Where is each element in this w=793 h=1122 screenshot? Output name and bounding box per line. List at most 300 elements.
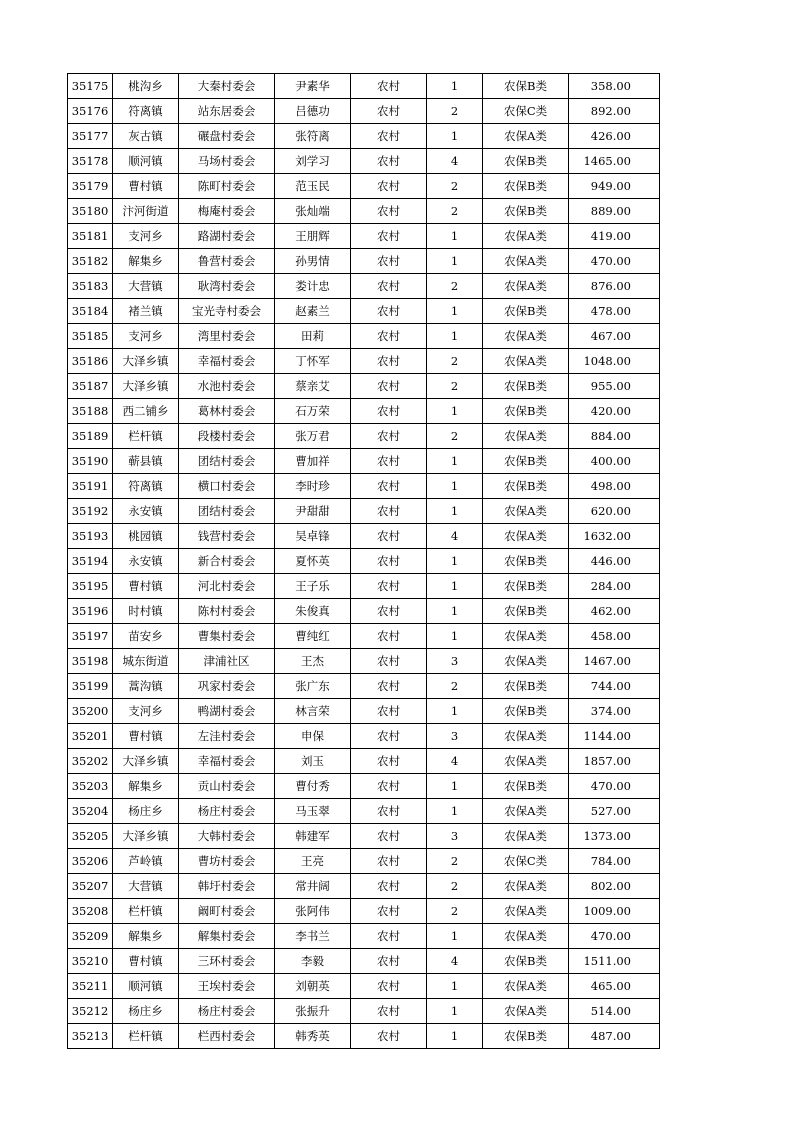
table-row [68,649,660,674]
township-cell: 大泽乡镇 [113,749,179,774]
table-row [68,849,660,874]
insurance-class-cell: 农保A类 [483,924,569,949]
name-cell: 李毅 [275,949,351,974]
household-type-cell: 农村 [351,199,427,224]
village-committee-cell: 陈町村委会 [179,174,275,199]
township-cell: 符离镇 [113,99,179,124]
amount-cell: 1373.00 [569,824,660,849]
household-size-cell: 1 [427,999,483,1024]
insurance-class-cell: 农保B类 [483,374,569,399]
township-cell: 蕲县镇 [113,449,179,474]
table-row [68,949,660,974]
table-row [68,349,660,374]
serial-number-cell: 35181 [68,224,113,249]
village-committee-cell: 阚町村委会 [179,899,275,924]
insurance-class-cell: 农保B类 [483,674,569,699]
serial-number-cell: 35213 [68,1024,113,1049]
insurance-class-cell: 农保B类 [483,74,569,99]
serial-number-cell: 35180 [68,199,113,224]
township-cell: 解集乡 [113,249,179,274]
table-row [68,149,660,174]
table-row [68,499,660,524]
table-row [68,74,660,99]
serial-number-cell: 35182 [68,249,113,274]
township-cell: 支河乡 [113,324,179,349]
insurance-class-cell: 农保A类 [483,824,569,849]
amount-cell: 284.00 [569,574,660,599]
village-committee-cell: 栏西村委会 [179,1024,275,1049]
table-row [68,449,660,474]
village-committee-cell: 贡山村委会 [179,774,275,799]
township-cell: 桃园镇 [113,524,179,549]
amount-cell: 889.00 [569,199,660,224]
township-cell: 大泽乡镇 [113,374,179,399]
village-committee-cell: 团结村委会 [179,499,275,524]
serial-number-cell: 35190 [68,449,113,474]
amount-cell: 1465.00 [569,149,660,174]
name-cell: 王杰 [275,649,351,674]
table-row [68,399,660,424]
household-type-cell: 农村 [351,499,427,524]
household-size-cell: 2 [427,849,483,874]
amount-cell: 374.00 [569,699,660,724]
household-type-cell: 农村 [351,999,427,1024]
benefit-roster-table [67,73,660,1049]
name-cell: 韩秀英 [275,1024,351,1049]
insurance-class-cell: 农保B类 [483,199,569,224]
household-size-cell: 1 [427,474,483,499]
table-row [68,274,660,299]
village-committee-cell: 陈村村委会 [179,599,275,624]
insurance-class-cell: 农保A类 [483,524,569,549]
household-size-cell: 1 [427,399,483,424]
insurance-class-cell: 农保B类 [483,399,569,424]
township-cell: 栏杆镇 [113,899,179,924]
household-size-cell: 3 [427,824,483,849]
name-cell: 张灿端 [275,199,351,224]
name-cell: 朱俊真 [275,599,351,624]
household-size-cell: 3 [427,649,483,674]
name-cell: 王亮 [275,849,351,874]
serial-number-cell: 35208 [68,899,113,924]
insurance-class-cell: 农保B类 [483,174,569,199]
amount-cell: 465.00 [569,974,660,999]
township-cell: 西二铺乡 [113,399,179,424]
village-committee-cell: 葛林村委会 [179,399,275,424]
insurance-class-cell: 农保B类 [483,449,569,474]
table-row [68,999,660,1024]
insurance-class-cell: 农保B类 [483,599,569,624]
name-cell: 刘玉 [275,749,351,774]
name-cell: 孙男情 [275,249,351,274]
village-committee-cell: 王埃村委会 [179,974,275,999]
township-cell: 蒿沟镇 [113,674,179,699]
name-cell: 韩建军 [275,824,351,849]
insurance-class-cell: 农保B类 [483,699,569,724]
insurance-class-cell: 农保A类 [483,124,569,149]
household-type-cell: 农村 [351,924,427,949]
serial-number-cell: 35212 [68,999,113,1024]
household-size-cell: 1 [427,574,483,599]
household-size-cell: 3 [427,724,483,749]
household-size-cell: 1 [427,249,483,274]
township-cell: 支河乡 [113,699,179,724]
household-type-cell: 农村 [351,549,427,574]
household-type-cell: 农村 [351,149,427,174]
household-type-cell: 农村 [351,949,427,974]
insurance-class-cell: 农保C类 [483,849,569,874]
serial-number-cell: 35210 [68,949,113,974]
serial-number-cell: 35191 [68,474,113,499]
amount-cell: 470.00 [569,774,660,799]
insurance-class-cell: 农保A类 [483,724,569,749]
name-cell: 张万君 [275,424,351,449]
amount-cell: 1857.00 [569,749,660,774]
serial-number-cell: 35205 [68,824,113,849]
village-committee-cell: 津浦社区 [179,649,275,674]
name-cell: 王朋辉 [275,224,351,249]
serial-number-cell: 35177 [68,124,113,149]
household-size-cell: 4 [427,949,483,974]
village-committee-cell: 湾里村委会 [179,324,275,349]
insurance-class-cell: 农保A类 [483,749,569,774]
table-row [68,824,660,849]
household-type-cell: 农村 [351,124,427,149]
insurance-class-cell: 农保B类 [483,574,569,599]
insurance-class-cell: 农保A类 [483,249,569,274]
table-row [68,99,660,124]
name-cell: 赵素兰 [275,299,351,324]
township-cell: 芦岭镇 [113,849,179,874]
amount-cell: 1048.00 [569,349,660,374]
amount-cell: 744.00 [569,674,660,699]
insurance-class-cell: 农保C类 [483,99,569,124]
household-type-cell: 农村 [351,749,427,774]
name-cell: 马玉翠 [275,799,351,824]
village-committee-cell: 新合村委会 [179,549,275,574]
serial-number-cell: 35194 [68,549,113,574]
household-type-cell: 农村 [351,599,427,624]
amount-cell: 1009.00 [569,899,660,924]
name-cell: 李书兰 [275,924,351,949]
village-committee-cell: 团结村委会 [179,449,275,474]
table-row [68,199,660,224]
household-size-cell: 1 [427,449,483,474]
serial-number-cell: 35204 [68,799,113,824]
serial-number-cell: 35187 [68,374,113,399]
table-row [68,249,660,274]
serial-number-cell: 35175 [68,74,113,99]
township-cell: 大泽乡镇 [113,349,179,374]
amount-cell: 1632.00 [569,524,660,549]
household-size-cell: 4 [427,149,483,174]
insurance-class-cell: 农保B类 [483,149,569,174]
serial-number-cell: 35186 [68,349,113,374]
village-committee-cell: 杨庄村委会 [179,999,275,1024]
insurance-class-cell: 农保A类 [483,324,569,349]
household-size-cell: 1 [427,499,483,524]
village-committee-cell: 鲁营村委会 [179,249,275,274]
amount-cell: 470.00 [569,924,660,949]
amount-cell: 884.00 [569,424,660,449]
table-row [68,174,660,199]
household-type-cell: 农村 [351,324,427,349]
household-size-cell: 2 [427,349,483,374]
township-cell: 桃沟乡 [113,74,179,99]
township-cell: 栏杆镇 [113,1024,179,1049]
table-row [68,124,660,149]
table-row [68,699,660,724]
table-row [68,874,660,899]
township-cell: 永安镇 [113,549,179,574]
household-type-cell: 农村 [351,74,427,99]
serial-number-cell: 35178 [68,149,113,174]
village-committee-cell: 曹坊村委会 [179,849,275,874]
township-cell: 褚兰镇 [113,299,179,324]
serial-number-cell: 35189 [68,424,113,449]
township-cell: 符离镇 [113,474,179,499]
serial-number-cell: 35192 [68,499,113,524]
township-cell: 顺河镇 [113,149,179,174]
amount-cell: 478.00 [569,299,660,324]
household-size-cell: 4 [427,524,483,549]
village-committee-cell: 韩圩村委会 [179,874,275,899]
household-size-cell: 2 [427,874,483,899]
name-cell: 尹甜甜 [275,499,351,524]
village-committee-cell: 三环村委会 [179,949,275,974]
insurance-class-cell: 农保A类 [483,799,569,824]
household-size-cell: 1 [427,924,483,949]
name-cell: 曹付秀 [275,774,351,799]
serial-number-cell: 35188 [68,399,113,424]
insurance-class-cell: 农保A类 [483,974,569,999]
amount-cell: 955.00 [569,374,660,399]
amount-cell: 400.00 [569,449,660,474]
village-committee-cell: 巩家村委会 [179,674,275,699]
table-row [68,974,660,999]
household-type-cell: 农村 [351,474,427,499]
village-committee-cell: 杨庄村委会 [179,799,275,824]
amount-cell: 514.00 [569,999,660,1024]
table-row [68,474,660,499]
name-cell: 张阿伟 [275,899,351,924]
insurance-class-cell: 农保B类 [483,299,569,324]
insurance-class-cell: 农保A类 [483,874,569,899]
serial-number-cell: 35196 [68,599,113,624]
table-row [68,899,660,924]
household-size-cell: 1 [427,74,483,99]
household-type-cell: 农村 [351,1024,427,1049]
village-committee-cell: 解集村委会 [179,924,275,949]
name-cell: 张广东 [275,674,351,699]
household-type-cell: 农村 [351,799,427,824]
amount-cell: 527.00 [569,799,660,824]
household-size-cell: 1 [427,224,483,249]
village-committee-cell: 幸福村委会 [179,349,275,374]
household-type-cell: 农村 [351,974,427,999]
serial-number-cell: 35206 [68,849,113,874]
insurance-class-cell: 农保A类 [483,349,569,374]
table-row [68,424,660,449]
household-type-cell: 农村 [351,374,427,399]
amount-cell: 470.00 [569,249,660,274]
name-cell: 范玉民 [275,174,351,199]
amount-cell: 462.00 [569,599,660,624]
household-type-cell: 农村 [351,674,427,699]
village-committee-cell: 河北村委会 [179,574,275,599]
amount-cell: 1467.00 [569,649,660,674]
amount-cell: 498.00 [569,474,660,499]
village-committee-cell: 站东居委会 [179,99,275,124]
insurance-class-cell: 农保A类 [483,899,569,924]
amount-cell: 420.00 [569,399,660,424]
township-cell: 杨庄乡 [113,799,179,824]
village-committee-cell: 大秦村委会 [179,74,275,99]
table-row [68,549,660,574]
household-size-cell: 1 [427,799,483,824]
household-type-cell: 农村 [351,699,427,724]
table-body [68,74,660,1049]
table-row [68,624,660,649]
household-size-cell: 1 [427,699,483,724]
household-type-cell: 农村 [351,174,427,199]
serial-number-cell: 35207 [68,874,113,899]
household-size-cell: 1 [427,124,483,149]
name-cell: 尹素华 [275,74,351,99]
village-committee-cell: 梅庵村委会 [179,199,275,224]
name-cell: 王子乐 [275,574,351,599]
township-cell: 解集乡 [113,774,179,799]
name-cell: 林言荣 [275,699,351,724]
household-type-cell: 农村 [351,849,427,874]
table-row [68,799,660,824]
township-cell: 灰古镇 [113,124,179,149]
amount-cell: 1144.00 [569,724,660,749]
serial-number-cell: 35176 [68,99,113,124]
village-committee-cell: 水池村委会 [179,374,275,399]
household-type-cell: 农村 [351,224,427,249]
township-cell: 永安镇 [113,499,179,524]
serial-number-cell: 35199 [68,674,113,699]
name-cell: 丁怀军 [275,349,351,374]
household-size-cell: 1 [427,549,483,574]
village-committee-cell: 横口村委会 [179,474,275,499]
name-cell: 吕德功 [275,99,351,124]
name-cell: 张符离 [275,124,351,149]
name-cell: 田莉 [275,324,351,349]
household-size-cell: 2 [427,899,483,924]
serial-number-cell: 35200 [68,699,113,724]
insurance-class-cell: 农保A类 [483,999,569,1024]
amount-cell: 876.00 [569,274,660,299]
name-cell: 申保 [275,724,351,749]
household-type-cell: 农村 [351,424,427,449]
serial-number-cell: 35184 [68,299,113,324]
name-cell: 曹加祥 [275,449,351,474]
township-cell: 时村镇 [113,599,179,624]
township-cell: 曹村镇 [113,574,179,599]
village-committee-cell: 鸭湖村委会 [179,699,275,724]
table-row [68,374,660,399]
amount-cell: 467.00 [569,324,660,349]
name-cell: 蔡亲艾 [275,374,351,399]
household-type-cell: 农村 [351,874,427,899]
serial-number-cell: 35193 [68,524,113,549]
household-size-cell: 1 [427,299,483,324]
table-row [68,749,660,774]
household-size-cell: 1 [427,599,483,624]
household-type-cell: 农村 [351,399,427,424]
township-cell: 大营镇 [113,274,179,299]
village-committee-cell: 钱营村委会 [179,524,275,549]
insurance-class-cell: 农保B类 [483,949,569,974]
insurance-class-cell: 农保B类 [483,549,569,574]
insurance-class-cell: 农保B类 [483,1024,569,1049]
table-row [68,599,660,624]
household-type-cell: 农村 [351,449,427,474]
household-type-cell: 农村 [351,824,427,849]
village-committee-cell: 大韩村委会 [179,824,275,849]
serial-number-cell: 35201 [68,724,113,749]
village-committee-cell: 宝光寺村委会 [179,299,275,324]
amount-cell: 358.00 [569,74,660,99]
serial-number-cell: 35202 [68,749,113,774]
insurance-class-cell: 农保B类 [483,774,569,799]
table-row [68,1024,660,1049]
household-type-cell: 农村 [351,524,427,549]
township-cell: 杨庄乡 [113,999,179,1024]
name-cell: 张振升 [275,999,351,1024]
name-cell: 娄计忠 [275,274,351,299]
village-committee-cell: 曹集村委会 [179,624,275,649]
insurance-class-cell: 农保A类 [483,499,569,524]
household-type-cell: 农村 [351,249,427,274]
township-cell: 大泽乡镇 [113,824,179,849]
amount-cell: 419.00 [569,224,660,249]
table-row [68,924,660,949]
amount-cell: 802.00 [569,874,660,899]
village-committee-cell: 幸福村委会 [179,749,275,774]
household-size-cell: 2 [427,424,483,449]
township-cell: 汴河街道 [113,199,179,224]
insurance-class-cell: 农保A类 [483,424,569,449]
village-committee-cell: 左洼村委会 [179,724,275,749]
table-row [68,524,660,549]
name-cell: 吴卓锋 [275,524,351,549]
village-committee-cell: 耿湾村委会 [179,274,275,299]
household-size-cell: 2 [427,199,483,224]
township-cell: 支河乡 [113,224,179,249]
name-cell: 夏怀英 [275,549,351,574]
village-committee-cell: 马场村委会 [179,149,275,174]
insurance-class-cell: 农保B类 [483,474,569,499]
township-cell: 栏杆镇 [113,424,179,449]
insurance-class-cell: 农保A类 [483,224,569,249]
serial-number-cell: 35198 [68,649,113,674]
amount-cell: 784.00 [569,849,660,874]
household-size-cell: 1 [427,324,483,349]
name-cell: 常井阔 [275,874,351,899]
township-cell: 顺河镇 [113,974,179,999]
serial-number-cell: 35179 [68,174,113,199]
name-cell: 石万荣 [275,399,351,424]
household-size-cell: 2 [427,274,483,299]
amount-cell: 446.00 [569,549,660,574]
household-size-cell: 2 [427,99,483,124]
table-row [68,224,660,249]
household-type-cell: 农村 [351,649,427,674]
village-committee-cell: 碾盘村委会 [179,124,275,149]
